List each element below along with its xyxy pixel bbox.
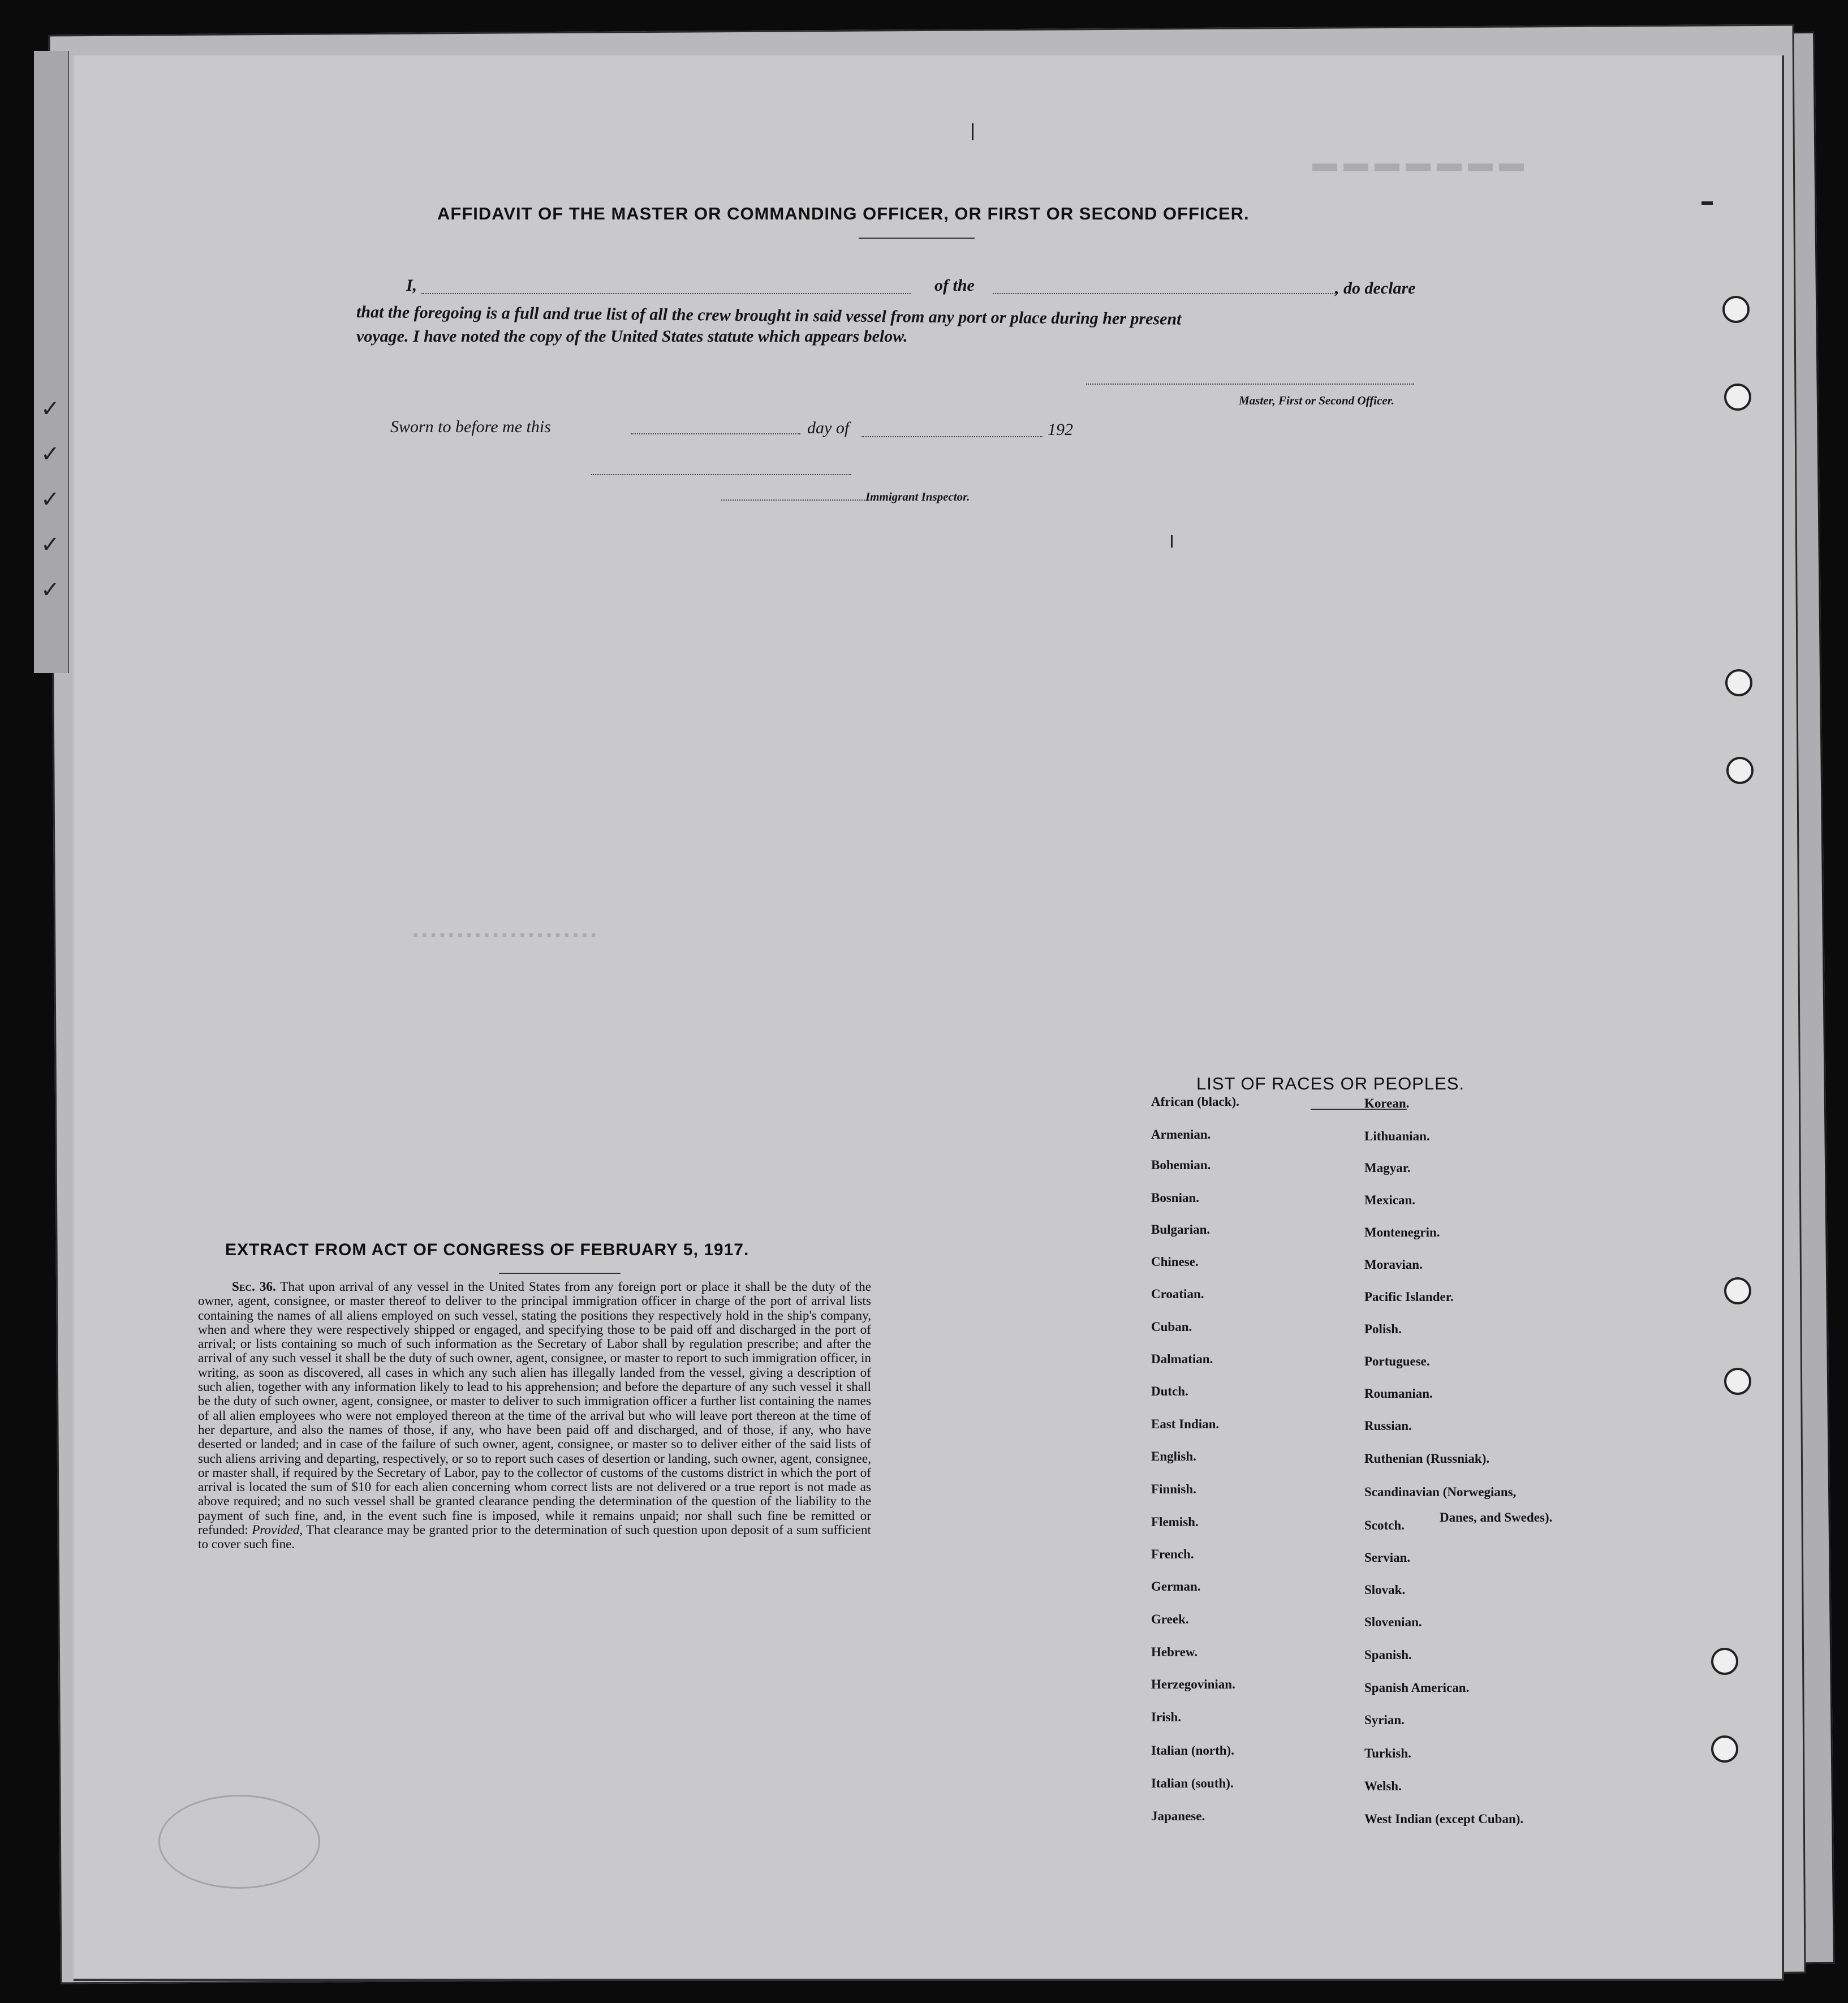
signature-line [1086, 384, 1414, 385]
stray-mark [972, 123, 973, 140]
bleed-through-text: ▬ ▬ ▬ ▬ ▬ ▬ ▬ [1312, 158, 1524, 186]
race-left-item: Bulgarian. [1151, 1222, 1211, 1237]
race-right-item: Moravian. [1364, 1257, 1423, 1272]
race-left-item: Japanese. [1151, 1809, 1205, 1823]
race-left-item: Finnish. [1151, 1482, 1196, 1496]
section-provided: Provided, [252, 1523, 303, 1538]
race-left-item: African (black). [1151, 1095, 1239, 1109]
race-right-item: Welsh. [1364, 1779, 1402, 1793]
race-right-item: Scandinavian (Norwegians, [1364, 1485, 1517, 1499]
race-left-item: Cuban. [1151, 1320, 1192, 1334]
act-title-underline [499, 1273, 621, 1274]
day-of-label: day of [807, 419, 850, 437]
race-left-item: Hebrew. [1151, 1645, 1197, 1659]
race-right-item: Syrian. [1364, 1713, 1405, 1727]
punch-hole-icon [1724, 1368, 1751, 1395]
month-blank [861, 436, 1043, 437]
check-mark-icon: ✓ [41, 396, 60, 422]
punch-hole-icon [1724, 384, 1751, 411]
affidavit-declare: , do declare [1335, 279, 1416, 298]
stray-mark [1701, 201, 1713, 205]
race-right-cont: Danes, and Swedes). [1440, 1510, 1553, 1524]
section-text: That upon arrival of any vessel in the United States from any foreign port or place it shall be the duty of the owner, agent, consignee, or master thereof to deliver to the principal immigration officer in charge of the port of arrival lists containing the names of all aliens employed on such vessel, stating the positions they respectively hold in the ship's company, when and where they were respectively shipped or engaged, and specifying those to be paid off and discharged in the port of arrival; or lists containing so much of such information as the Secretary of Labor shall by regulation prescribe; and after the arrival of any such vessel it shall be the duty of such owner, agent, consignee, or master to report to such immigration officer, in writing, as soon as discovered, all cases in which any such alien has illegally landed from the vessel, giving a description of such alien, together with any information likely to lead to his apprehension; and before the departure of any such vessel it shall be the duty of such owner, agent, consignee, or master to deliver to such immigration officer a further list containing the names of all alien employees who were not employed thereon at the time of the arrival but who will leave port thereon at the time of her departure, and also the names of those, if any, who have been paid off and discharged, and of those, if any, who have deserted or landed; and in case of the failure of such owner, agent, consignee, or master so to deliver either of the said lists of such aliens arriving and departing, respectively, or so to report such cases of desertion or landing, such owner, agent, consignee, or master shall, if required by the Secretary of Labor, pay to the collector of customs of the customs district in which the port of arrival is located the sum of $10 for each alien concerning whom correct lists are not delivered or a true report is not made as above required; and no such vessel shall be granted clearance pending the determination of the question of the liability to the payment of such fine, and, in the event such fine is imposed, while it remains unpaid; nor shall such fine be remitted or refunded: [198, 1280, 871, 1538]
race-left-item: Irish. [1151, 1710, 1182, 1724]
title-underline [859, 238, 975, 239]
race-right-item: Russian. [1364, 1419, 1412, 1433]
inspector-caption: Immigrant Inspector. [865, 490, 970, 503]
race-left-item: Greek. [1151, 1612, 1189, 1626]
name-blank [421, 293, 911, 294]
race-left-item: Dutch. [1151, 1384, 1188, 1398]
inspector-line [721, 499, 874, 501]
race-left-item: East Indian. [1151, 1417, 1220, 1431]
race-right-item: Ruthenian (Russniak). [1364, 1451, 1490, 1466]
race-right-item: Slovenian. [1364, 1615, 1422, 1629]
check-mark-icon: ✓ [41, 486, 60, 512]
punch-hole-icon [1711, 1648, 1738, 1675]
race-right-item: Turkish. [1364, 1746, 1411, 1760]
race-right-item: Pacific Islander. [1364, 1290, 1454, 1304]
inspector-signature-line [591, 474, 851, 475]
race-left-item: French. [1151, 1547, 1194, 1561]
punch-hole-icon [1724, 1277, 1751, 1304]
race-right-item: Servian. [1364, 1550, 1411, 1565]
races-title: LIST OF RACES OR PEOPLES. [1196, 1074, 1465, 1093]
punch-hole-icon [1725, 669, 1752, 696]
race-right-item: Polish. [1364, 1322, 1402, 1336]
affidavit-of-the: of the [934, 276, 975, 295]
faded-stamp [158, 1795, 320, 1889]
race-right-item: Mexican. [1364, 1193, 1416, 1207]
race-left-item: Italian (north). [1151, 1743, 1234, 1758]
vessel-blank [993, 293, 1338, 294]
race-left-item: Bosnian. [1151, 1191, 1200, 1205]
affidavit-line-2: that the foregoing is a full and true list of all the crew brought in said vessel from any port or place during her present [356, 303, 1182, 329]
race-right-item: Scotch. [1364, 1518, 1405, 1532]
race-left-item: Dalmatian. [1151, 1352, 1213, 1366]
punch-hole-icon [1722, 296, 1750, 323]
race-left-item: Bohemian. [1151, 1158, 1211, 1172]
act-title: EXTRACT FROM ACT OF CONGRESS OF FEBRUARY 5, 1917. [225, 1240, 749, 1259]
affidavit-title: AFFIDAVIT OF THE MASTER OR COMMANDING OFFICER, OR FIRST OR SECOND OFFICER. [437, 204, 1250, 223]
sworn-label: Sworn to before me this [390, 417, 551, 436]
race-left-item: Italian (south). [1151, 1776, 1234, 1790]
year-label: 192 [1048, 420, 1073, 439]
signature-caption: Master, First or Second Officer. [1239, 394, 1394, 407]
race-right-item: Montenegrin. [1364, 1225, 1440, 1239]
race-right-item: Magyar. [1364, 1161, 1411, 1175]
race-right-item: Roumanian. [1364, 1386, 1433, 1401]
bleed-through-row: ▪ ▪ ▪ ▪ ▪ ▪ ▪ ▪ ▪ ▪ ▪ ▪ ▪ ▪ ▪ ▪ ▪ ▪ ▪ ▪ ▪ [413, 927, 596, 944]
manifest-page [74, 55, 1784, 1981]
punch-hole-icon [1711, 1735, 1738, 1763]
check-mark-icon: ✓ [41, 441, 60, 467]
check-mark-icon: ✓ [41, 577, 60, 603]
race-right-item: Slovak. [1364, 1583, 1406, 1597]
race-right-item: Portuguese. [1364, 1354, 1430, 1368]
stray-mark [1171, 535, 1173, 548]
race-left-item: Croatian. [1151, 1287, 1204, 1301]
race-right-item: Spanish American. [1364, 1681, 1470, 1695]
affidavit-line-3: voyage. I have noted the copy of the United States statute which appears below. [356, 327, 908, 346]
check-mark-icon: ✓ [41, 532, 60, 558]
race-right-item: Lithuanian. [1364, 1129, 1430, 1143]
section-text-end: That clearance may be granted prior to the determination of such question upon deposit of a sum sufficient to cover such fine. [198, 1523, 871, 1552]
race-left-item: Herzegovinian. [1151, 1677, 1235, 1691]
race-left-item: Armenian. [1151, 1127, 1211, 1142]
race-right-item: West Indian (except Cuban). [1364, 1812, 1524, 1826]
race-left-item: English. [1151, 1449, 1196, 1463]
punch-hole-icon [1726, 757, 1754, 784]
section-label: Sec. 36. [232, 1280, 276, 1294]
race-left-item: Chinese. [1151, 1255, 1199, 1269]
race-right-item: Spanish. [1364, 1648, 1412, 1662]
act-section-36 [198, 1280, 871, 1552]
affidavit-i: I, [406, 276, 417, 295]
race-left-item: Flemish. [1151, 1515, 1199, 1529]
race-right-item: Korean. [1364, 1096, 1410, 1110]
sworn-day-blank [631, 433, 800, 434]
race-left-item: German. [1151, 1579, 1201, 1593]
